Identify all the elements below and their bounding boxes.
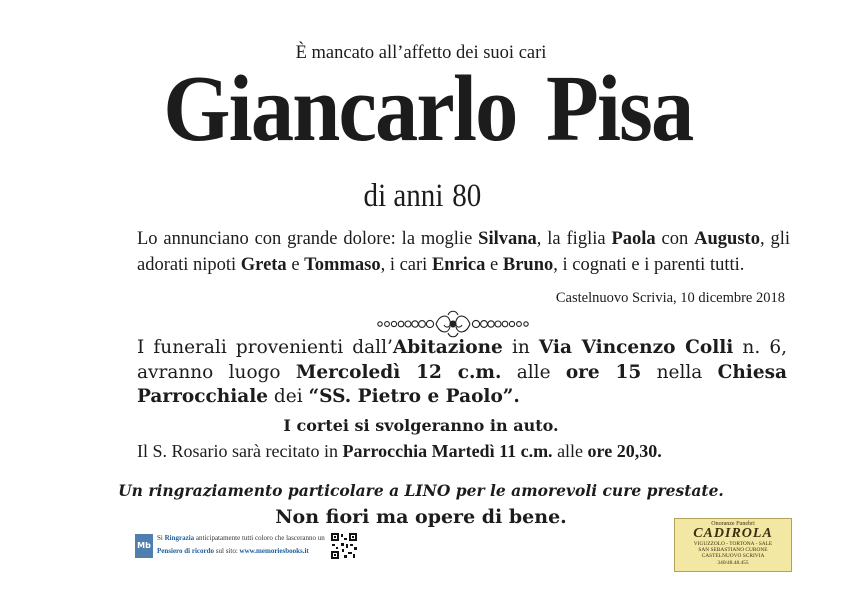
text: Ringrazia xyxy=(164,534,195,542)
rosary-line xyxy=(137,441,797,462)
footer-line-2 xyxy=(157,545,347,558)
age-line xyxy=(0,178,842,215)
qr-code-icon[interactable] xyxy=(330,532,358,560)
ornament-divider-icon xyxy=(372,309,534,339)
intro-line: È mancato all’affetto dei suoi cari xyxy=(295,43,547,63)
church-name: “SS. Pietro e Paolo”. xyxy=(308,386,520,407)
announcement xyxy=(137,226,790,278)
text: I funerali provenienti dall’ xyxy=(137,337,393,358)
text: n. 6, avranno luogo xyxy=(137,337,788,383)
footer-memories xyxy=(135,532,375,562)
funeral-details xyxy=(137,336,787,410)
text: alle xyxy=(552,441,588,461)
rosary-place: Parrocchia xyxy=(342,441,428,461)
wife-name: Silvana xyxy=(478,229,537,249)
agency-phone: 340/48.48.455 xyxy=(717,559,749,566)
funeral-origin: Abitazione xyxy=(392,337,503,358)
grandchild-name: Tommaso xyxy=(304,255,381,275)
footer-line-1 xyxy=(157,532,347,545)
daughter-name: Paola xyxy=(611,229,656,249)
agency-subtitle: Onoranze Funebri xyxy=(711,521,755,527)
age-value: 80 xyxy=(452,178,482,214)
rosary-time: ore 20,30. xyxy=(587,441,662,461)
deceased-name xyxy=(0,57,842,161)
text: alle xyxy=(501,361,566,383)
grandchild-name: Greta xyxy=(240,255,287,275)
text: , i cari xyxy=(380,255,432,275)
text: Lo annunciano con grande dolore: la moglie xyxy=(137,229,479,249)
text: , gli adorati nipoti xyxy=(137,229,790,275)
agency-address: CASTELNUOVO SCRIVIA xyxy=(701,553,765,560)
text: nella xyxy=(641,361,718,383)
text: in xyxy=(502,337,539,358)
text: sul sito: xyxy=(214,547,240,555)
cortei-line: I cortei si svolgeranno in auto. xyxy=(283,416,559,435)
funeral-day: Mercoledì 12 c.m. xyxy=(295,361,502,383)
text: e xyxy=(286,255,305,275)
no-flowers-line: Non fiori ma opere di bene. xyxy=(275,506,567,528)
website-link[interactable]: www.memoriesbooks.it xyxy=(239,547,309,555)
funeral-agency-badge xyxy=(674,518,792,572)
church: Chiesa Parrocchiale xyxy=(137,361,787,407)
son-in-law-name: Augusto xyxy=(694,229,760,249)
text: Pensiero di ricordo xyxy=(157,547,215,555)
place-date: Castelnuovo Scrivia, 10 dicembre 2018 xyxy=(555,290,785,306)
relative-name: Bruno xyxy=(502,255,554,275)
funeral-time: ore 15 xyxy=(565,361,642,383)
first-name: Giancarlo xyxy=(163,57,517,161)
text: Si xyxy=(157,534,165,542)
text: anticipatamente tutti coloro che lasceranno un xyxy=(194,534,325,542)
rosary-day: Martedì 11 c.m. xyxy=(431,441,553,461)
text: e xyxy=(485,255,503,275)
relative-name: Enrica xyxy=(431,255,486,275)
agency-address: VIGUZZOLO - TORTONA - SALE xyxy=(693,541,773,547)
footer-text xyxy=(157,532,347,558)
agency-name: CADIROLA xyxy=(693,526,773,541)
text: , i cognati e i parenti tutti. xyxy=(553,255,745,275)
thanks-line: Un ringraziamento particolare a LINO per le amorevoli cure prestate. xyxy=(118,481,724,500)
agency-address: SAN SEBASTIANO CURONE xyxy=(698,547,768,554)
text: con xyxy=(655,229,695,249)
text: , la figlia xyxy=(536,229,612,249)
text: dei xyxy=(268,386,309,407)
age-prefix: di anni xyxy=(363,178,444,214)
street-name: Via Vincenzo Colli xyxy=(538,337,734,358)
text: Il S. Rosario sarà recitato in xyxy=(137,441,343,461)
last-name: Pisa xyxy=(545,57,693,161)
memoriesbooks-logo-icon: Mb xyxy=(135,534,153,558)
